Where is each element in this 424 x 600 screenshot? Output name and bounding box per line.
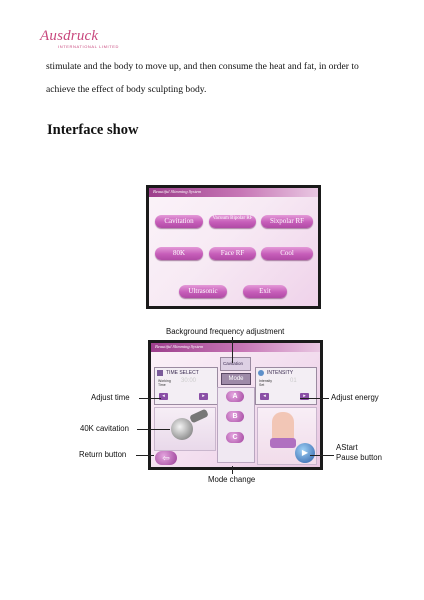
section-heading: Interface show (47, 122, 139, 138)
cool-button[interactable]: Cool (261, 247, 313, 260)
clock-icon (157, 370, 163, 376)
control-banner-text: Beautiful Slimming System (155, 344, 204, 349)
return-button-annotation: Return button (79, 450, 127, 459)
cavitation-40k-pointer (137, 429, 170, 430)
bg-frequency-annotation: Background frequency adjustment (166, 327, 285, 336)
paragraph-line-2: achieve the effect of body sculpting body. (46, 84, 207, 95)
intensity-title: INTENSITY (267, 370, 294, 376)
ultrasonic-button[interactable]: Ultrasonic (179, 285, 227, 298)
frequency-mode-panel (220, 357, 251, 371)
face-rf-button[interactable]: Face RF (209, 247, 256, 260)
intensity-increase-button[interactable]: ▸ (300, 393, 309, 400)
handpiece-handle-icon (189, 409, 209, 424)
return-button-pointer (136, 455, 154, 456)
working-time-value: 30:00 (181, 378, 197, 384)
mode-change-annotation: Mode change (208, 475, 256, 484)
adjust-energy-pointer (300, 398, 329, 399)
start-pause-icon[interactable]: ▶ (295, 443, 315, 463)
logo-tagline: INTERNATIONAL LIMITED (58, 44, 120, 49)
logo-text: Ausdruck (40, 28, 99, 44)
mode-button[interactable]: Mode (221, 373, 251, 385)
intensity-panel (255, 367, 317, 405)
main-menu-screenshot (146, 185, 321, 309)
time-select-panel (154, 367, 218, 405)
mode-change-pointer (232, 466, 233, 474)
return-arrow-icon[interactable]: ⇦ (155, 451, 177, 465)
cavitation-40k-annotation: 40K cavitation (80, 424, 129, 433)
intensity-decrease-button[interactable]: ◂ (260, 393, 269, 400)
sixpolar-rf-button[interactable]: Sixpolar RF (261, 215, 313, 228)
control-banner (151, 343, 320, 352)
menu-banner (149, 188, 318, 197)
intensity-icon (258, 370, 264, 376)
vacuum-bipolar-rf-button[interactable]: Vacuum Bipolar RF (209, 215, 256, 228)
adjust-energy-annotation: Adjust energy (331, 393, 379, 402)
working-time-label: Working Time (158, 379, 171, 387)
company-logo (40, 28, 119, 49)
time-select-title: TIME SELECT (166, 370, 199, 376)
80k-button[interactable]: 80K (155, 247, 203, 260)
body-garment-icon (270, 438, 296, 448)
adjust-time-pointer (139, 398, 161, 399)
cavitation-button[interactable]: Cavitation (155, 215, 203, 228)
main-menu-background (149, 188, 318, 306)
intensity-value: 01 (290, 378, 297, 384)
mode-title: Cavitation (223, 361, 244, 366)
cavitation-screen-screenshot (148, 340, 323, 470)
menu-banner-text: Beautiful Slimming System (153, 189, 202, 194)
astart-pointer (310, 455, 334, 456)
mode-a-button[interactable]: A (226, 391, 244, 402)
paragraph-line-1: stimulate and the body to move up, and then consume the heat and fat, in order to (46, 61, 359, 72)
time-decrease-button[interactable]: ◂ (159, 393, 168, 400)
body-paragraph (46, 55, 382, 101)
time-increase-button[interactable]: ▸ (199, 393, 208, 400)
cavitation-handpiece-icon (171, 418, 193, 440)
mode-c-button[interactable]: C (226, 432, 244, 443)
pause-button-annotation: Pause button (336, 453, 382, 462)
cavitation-screen-background (151, 343, 320, 467)
exit-button[interactable]: Exit (243, 285, 287, 298)
adjust-time-annotation: Adjust time (91, 393, 130, 402)
bg-frequency-pointer (232, 337, 233, 363)
intensity-set-label: Intensity Set (259, 379, 273, 387)
astart-annotation: AStart (336, 443, 358, 452)
mode-b-button[interactable]: B (226, 411, 244, 422)
